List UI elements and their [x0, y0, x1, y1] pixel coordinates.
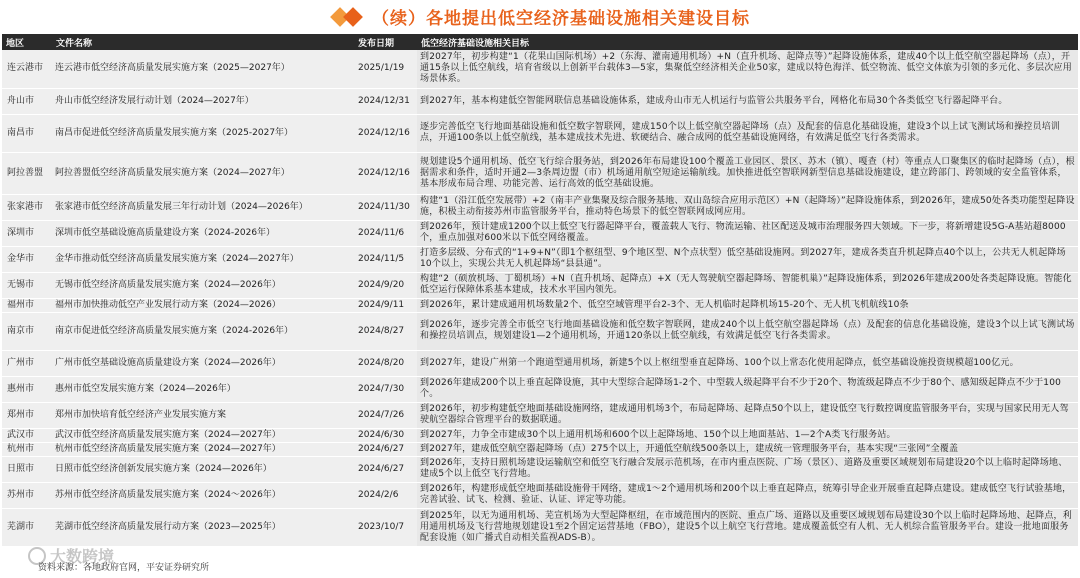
file-name-cell: 芜湖市低空经济高质量发展行动方案（2023—2025年） [52, 508, 354, 546]
target-cell: 到2026年，累计建成通用机场数量2个、低空空域管理平台2-3个、无人机临时起降机场15-20个、无人机飞机航线10条 [417, 298, 1078, 312]
target-cell: 规划建设5个通用机场、低空飞行综合服务站，到2026年布局建设100个覆盖工业园区、景区、苏木（镇）、嘎查（村）等重点人口聚集区的临时起降场（点），根据需求和条件，适时开通2—3条周边盟（市）机场通用航空短途运输航线。加快推进低空智联网新型信息基础设施建设，建立跨部门、跨领域的安全监管体系，基本形成布局合理、功能完善、运行高效的低空基础设施。 [417, 152, 1078, 194]
target-cell: 到2027年，建成低空航空器起降场（点）275个以上，开通低空航线500条以上，建成统一管理服务平台，基本实现“三张网”全覆盖 [417, 442, 1078, 456]
targets-table [2, 34, 1078, 547]
date-cell: 2023/10/7 [354, 508, 417, 546]
date-cell: 2024/6/30 [354, 428, 417, 442]
file-name-cell: 杭州市低空经济高质量发展实施方案（2024—2027年） [52, 442, 354, 456]
region-cell: 福州市 [2, 298, 52, 312]
file-name-cell: 舟山市低空经济发展行动计划（2024—2027年） [52, 88, 354, 114]
date-cell: 2024/12/31 [354, 88, 417, 114]
target-cell: 到2027年，建设广州第一个跑道型通用机场，新建5个以上枢纽型垂直起降场、100个以上常态化使用起降点，低空基础设施投资规模超100亿元。 [417, 350, 1078, 376]
region-cell: 金华市 [2, 246, 52, 272]
date-cell: 2024/9/11 [354, 298, 417, 312]
date-cell: 2024/8/20 [354, 350, 417, 376]
table-row [2, 350, 1078, 376]
region-cell: 张家港市 [2, 194, 52, 220]
file-name-cell: 惠州市低空发展实施方案（2024—2026年） [52, 376, 354, 402]
file-name-cell: 苏州市低空经济高质量发展实施方案（2024～2026年） [52, 482, 354, 508]
table-header-row [2, 34, 1078, 50]
target-cell: 到2026年，初步构建低空地面基础设施网络，建成通用机场3个，布局起降场、起降点50个以上，建设低空飞行数控调度监管服务平台，实现与国家民用无人驾驶航空器综合管理平台的数据联通。 [417, 402, 1078, 428]
table-row [2, 220, 1078, 246]
target-cell: 逐步完善低空飞行地面基础设施和低空数字智联网，建成150个以上低空航空器起降场（点）及配套的信息化基础设施，建设3个以上试飞测试场和操控员培训点，开通100条以上低空航线，基本建成技术先进、软硬结合、融合成网的低空基础设施网络，有效满足低空飞行各类需求。 [417, 114, 1078, 152]
table-row [2, 272, 1078, 298]
date-cell: 2024/11/6 [354, 220, 417, 246]
table-row [2, 298, 1078, 312]
date-cell: 2024/12/16 [354, 152, 417, 194]
region-cell: 南昌市 [2, 114, 52, 152]
table-row [2, 402, 1078, 428]
date-cell: 2024/11/30 [354, 194, 417, 220]
table-row [2, 114, 1078, 152]
header-region: 地区 [6, 38, 25, 49]
date-cell: 2024/7/30 [354, 376, 417, 402]
file-name-cell: 金华市推动低空经济高质量发展实施方案（2024—2027年） [52, 246, 354, 272]
region-cell: 杭州市 [2, 442, 52, 456]
header-date: 发布日期 [358, 38, 395, 49]
date-cell: 2024/11/5 [354, 246, 417, 272]
region-cell: 无锡市 [2, 272, 52, 298]
target-cell: 到2026年，逐步完善全市低空飞行地面基础设施和低空数字智联网，建成240个以上低空航空器起降场（点）及配套的信息化基础设施，建设3个以上试飞测试场和操控员培训点，规划建设1—2个通用机场，开通120条以上低空航线，有效满足低空飞行各类需求。 [417, 312, 1078, 350]
date-cell: 2024/8/27 [354, 312, 417, 350]
file-name-cell: 张家港市低空经济高质量发展三年行动计划（2024—2026年） [52, 194, 354, 220]
target-cell: 打造多层级、分布式的“1+9+N”（即1个枢纽型、9个地区型、N个点状型）低空基础设施网。到2027年，建成各类直升机起降点40个以上，公共无人机起降场10个以上，实现公共无人机起降场“县县通”。 [417, 246, 1078, 272]
region-cell: 南京市 [2, 312, 52, 350]
target-cell: 到2026年，构建形成低空地面基础设施骨干网络，建成1～2个通用机场和200个以上垂直起降点，统筹引导企业开展垂直起降点建设。建成低空飞行试验基地，完善试验、试飞、检测、验证、认证、评定等功能。 [417, 482, 1078, 508]
title-bar [0, 4, 1080, 32]
date-cell: 2024/7/26 [354, 402, 417, 428]
diamond-icon [330, 7, 364, 27]
target-cell: 到2027年，基本构建低空智能网联信息基础设施体系，建成舟山市无人机运行与监管公共服务平台，网格化布局30个各类低空飞行器起降平台。 [417, 88, 1078, 114]
region-cell: 芜湖市 [2, 508, 52, 546]
source-note: 资料来源：各地政府官网，平安证券研究所 [38, 563, 210, 573]
file-name-cell: 阿拉善盟低空经济高质量发展实施方案（2024—2027年） [52, 152, 354, 194]
target-cell: 构建“2（硕放机场、丁蜀机场）+N（直升机场、起降点）+X（无人驾驶航空器起降场、智能机巢）”起降设施体系，到2026年建成200处各类起降设施。智能化低空运行保障体系基本建成，技术水平国内领先。 [417, 272, 1078, 298]
file-name-cell: 无锡市低空经济高质量发展实施方案（2024—2026年） [52, 272, 354, 298]
file-name-cell: 郑州市加快培育低空经济产业发展实施方案 [52, 402, 354, 428]
table-row [2, 88, 1078, 114]
table-row [2, 50, 1078, 88]
table-row [2, 456, 1078, 482]
region-cell: 苏州市 [2, 482, 52, 508]
target-cell: 到2027年，初步构建“1（花果山国际机场）+2（东海、灌南通用机场）+N（直升机场、起降点等）”起降设施体系，建成40个以上低空航空器起降场（点），开通15条以上低空航线，培育省级以上创新平台载体3—5家，集聚低空经济相关企业50家，建成以特色海洋、低空物流、低空文体旅为引领的多元化、多层次应用场景体系。 [417, 50, 1078, 88]
page-title: （续）各地提出低空经济基础设施相关建设目标 [372, 9, 750, 29]
region-cell: 郑州市 [2, 402, 52, 428]
region-cell: 连云港市 [2, 50, 52, 88]
target-cell: 构建“1（沿江低空发展带）+2（南丰产业集聚及综合服务基地、双山岛综合应用示范区）+N（起降场）”起降设施体系，到2026年，建成50处各类功能型起降设施，积极主动衔接苏州市监管服务平台，推动特色场景下的低空智联网成网应用。 [417, 194, 1078, 220]
file-name-cell: 连云港市低空经济高质量发展实施方案（2025—2027年） [52, 50, 354, 88]
date-cell: 2024/12/16 [354, 114, 417, 152]
header-file: 文件名称 [56, 38, 93, 49]
region-cell: 阿拉善盟 [2, 152, 52, 194]
table-body [2, 50, 1078, 546]
target-cell: 到2025年，以无为通用机场、芜宣机场为大型起降枢纽，在市域范围内的医院、重点广场、道路以及重要区域规划布局建设30个以上临时起降场地、起降点，利用通用机场及飞行营地规划建设1至2个固定运营基地（FBO），建设5个以上航空飞行营地。建成覆盖低空有人机、无人机综合监管服务平台。建设一批地面服务配套设施（如广播式自动相关监视ADS-B）。 [417, 508, 1078, 546]
table-row [2, 246, 1078, 272]
table-row [2, 194, 1078, 220]
target-cell: 到2027年，力争全市建成30个以上通用机场和600个以上起降场地、150个以上地面基站、1—2个A类飞行服务站。 [417, 428, 1078, 442]
region-cell: 惠州市 [2, 376, 52, 402]
region-cell: 武汉市 [2, 428, 52, 442]
file-name-cell: 南昌市促进低空经济高质量发展实施方案（2025-2027年） [52, 114, 354, 152]
table-row [2, 508, 1078, 546]
file-name-cell: 深圳市低空基础设施高质量建设方案（2024-2026年） [52, 220, 354, 246]
file-name-cell: 武汉市低空经济高质量发展实施方案（2024—2027年） [52, 428, 354, 442]
target-cell: 到2026年建成200个以上垂直起降设施，其中大型综合起降场1-2个、中型载人级起降平台不少于20个、物流级起降点不少于80个、感知级起降点不少于100个。 [417, 376, 1078, 402]
table-row [2, 152, 1078, 194]
target-cell: 到2026年，预计建成1200个以上低空飞行器起降平台，覆盖载人飞行、物流运输、社区配送及城市治理服务四大领域。下一步，将新增建设5G-A基站超8000个，重点加强对600米以下低空网络覆盖。 [417, 220, 1078, 246]
file-name-cell: 福州市加快推动低空产业发展行动方案（2024—2026） [52, 298, 354, 312]
watermark-text: 大数跨境 [50, 547, 115, 566]
table-row [2, 428, 1078, 442]
table-row [2, 312, 1078, 350]
table-row [2, 376, 1078, 402]
region-cell: 舟山市 [2, 88, 52, 114]
file-name-cell: 广州市低空基础设施高质量建设方案（2024—2026年） [52, 350, 354, 376]
table-row [2, 482, 1078, 508]
file-name-cell: 南京市促进低空经济高质量发展实施方案（2024-2026年） [52, 312, 354, 350]
date-cell: 2024/6/27 [354, 442, 417, 456]
header-target: 低空经济基础设施相关目标 [421, 38, 530, 49]
date-cell: 2024/2/6 [354, 482, 417, 508]
date-cell: 2024/9/20 [354, 272, 417, 298]
target-cell: 到2026年，支持日照机场建设运输航空和低空飞行融合发展示范机场，在市内重点医院、广场（景区）、道路及重要区域规划布局建设20个以上临时起降场地、建成5个以上低空飞行营地。 [417, 456, 1078, 482]
file-name-cell: 日照市低空经济创新发展实施方案（2024—2026年） [52, 456, 354, 482]
date-cell: 2025/1/19 [354, 50, 417, 88]
region-cell: 日照市 [2, 456, 52, 482]
date-cell: 2024/6/27 [354, 456, 417, 482]
region-cell: 深圳市 [2, 220, 52, 246]
table-row [2, 442, 1078, 456]
region-cell: 广州市 [2, 350, 52, 376]
